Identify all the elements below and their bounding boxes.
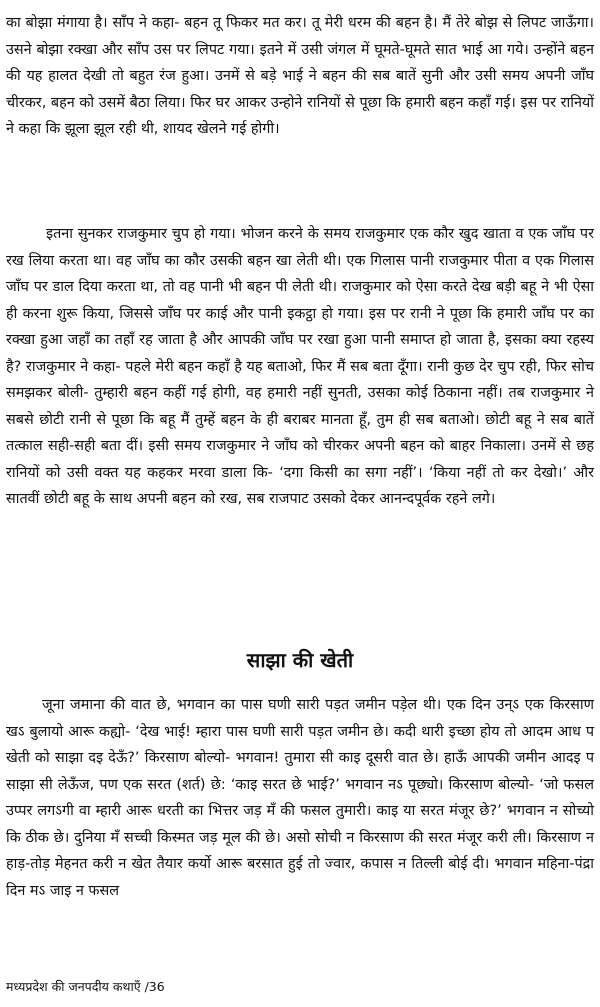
page-footer: मध्यप्रदेश की जनपदीय कथाएँ /36 (6, 979, 165, 994)
section-paragraph: जूना जमाना की वात छे, भगवान का पास घणी सारी पड़त जमीन पड़ेल थी। एक दिन उन्ऽ एक किरसाण खऽ बुलायो आरू कह्यो- ‘देख भाई! म्हारा पास घणी सारी पड़त जमीन छे। कदी थारी इच्छा होय तो आदम आध प खेती को साझा दइ देऊँ?’ किरसाण बोल्यो- भगवान! तुमारा सी काइ दूसरी वात छे। हाऊँ आपकी जमीन आदइ प साझा सी लेऊँज, पण एक सरत (शर्त) छे: ‘काइ सरत छे भाई?’ भगवान नऽ पूछ्यो। किरसाण बोल्यो- ‘जो फसल उप्पर लगऽगी वा म्हारी आरू धरती का भित्तर जड़ मँ की फसल तुमारी। काइ या सरत मंजूर छे?’ भगवान न सोच्यो कि ठीक छे। दुनिया मँ सच्ची किस्मत जड़ मूल की छे। असो सोची न किरसाण की सरत मंजूर करी ली। किरसाण न हाड़-तोड़ मेहनत करी न खेत तैयार कर्यो आरू बरसात हुई तो ज्वार, कपास न तिल्ली बोई दी। भगवान महिना-पंद्रा दिन मऽ जाइ न फसल (6, 697, 594, 899)
story-paragraph-ending: इतना सुनकर राजकुमार चुप हो गया। भोजन करने के समय राजकुमार एक कौर खुद खाता व एक जाँघ पर रख लिया करता था। वह जाँघ का कौर उसकी बहन खा लेती थी। एक गिलास पानी राजकुमार पीता व एक गिलास जाँघ पर डाल दिया करता था, तो वह पानी भी बहन पी लेती थी। राजकुमार को ऐसा करते देख बड़ी बहू ने भी ऐसा ही करना शुरू किया, जिससे जाँघ पर काई और पानी इकट्ठा हो गया। इस पर रानी ने पूछा कि हमारी जाँघ पर का रक्खा हुआ जहाँ का तहाँ रह जाता है और आपकी जाँघ पर रखा हुआ पानी समाप्त हो जाता है, इसका क्या रहस्य है? राजकुमार ने कहा- पहले मेरी बहन कहाँ है यह बताओ, फिर मैं सब बता दूँगा। रानी कुछ देर चुप रही, फिर सोच समझकर बोली- तुम्हारी बहन कहीं गई होगी, वह हमारी नहीं सुनती, उसका कोई ठिकाना नहीं। तब राजकुमार ने सबसे छोटी रानी से पूछा कि बहू मैं तुम्हें बहन के ही बराबर मानता हूँ, तुम ही सब बताओ। छोटी बहू ने सब बातें तत्काल सही-सही बता दीं। इसी समय राजकुमार ने जाँघ को चीरकर अपनी बहन को बाहर निकाला। उनमें से छह रानियों को उसी वक्त यह कहकर मरवा डाला कि- ‘दगा किसी का सगा नहीं’। ‘किया नहीं तो कर देखो।’ और सातवीं छोटी बहू के साथ अपनी बहन को रख, सब राजपाट उसको देकर आनन्दपूर्वक रहने लगे। (6, 226, 594, 507)
section-title: साझा की खेती (246, 648, 354, 672)
story-paragraph-continued: का बोझा मंगाया है। साँप ने कहा- बहन तू फिकर मत कर। तू मेरी धरम की बहन है। मैं तेरे बोझ से लिपट जाऊँगा। उसने बोझा रक्खा और साँप उस पर लिपट गया। इतने में उसी जंगल में घूमते-घूमते सात भाई आ गये। उन्होंने बहन की यह हालत देखी तो बहुत रंज हुआ। उनमें से बड़े भाई ने बहन की सब बातें सुनी और उसी समय अपनी जाँघ चीरकर, बहन को उसमें बैठा लिया। फिर घर आकर उन्होने रानियों से पूछा कि हमारी बहन कहाँ गई। इस पर रानियों ने कहा कि झूला झूल रही थी, शायद खेलने गई होगी। (6, 15, 594, 137)
